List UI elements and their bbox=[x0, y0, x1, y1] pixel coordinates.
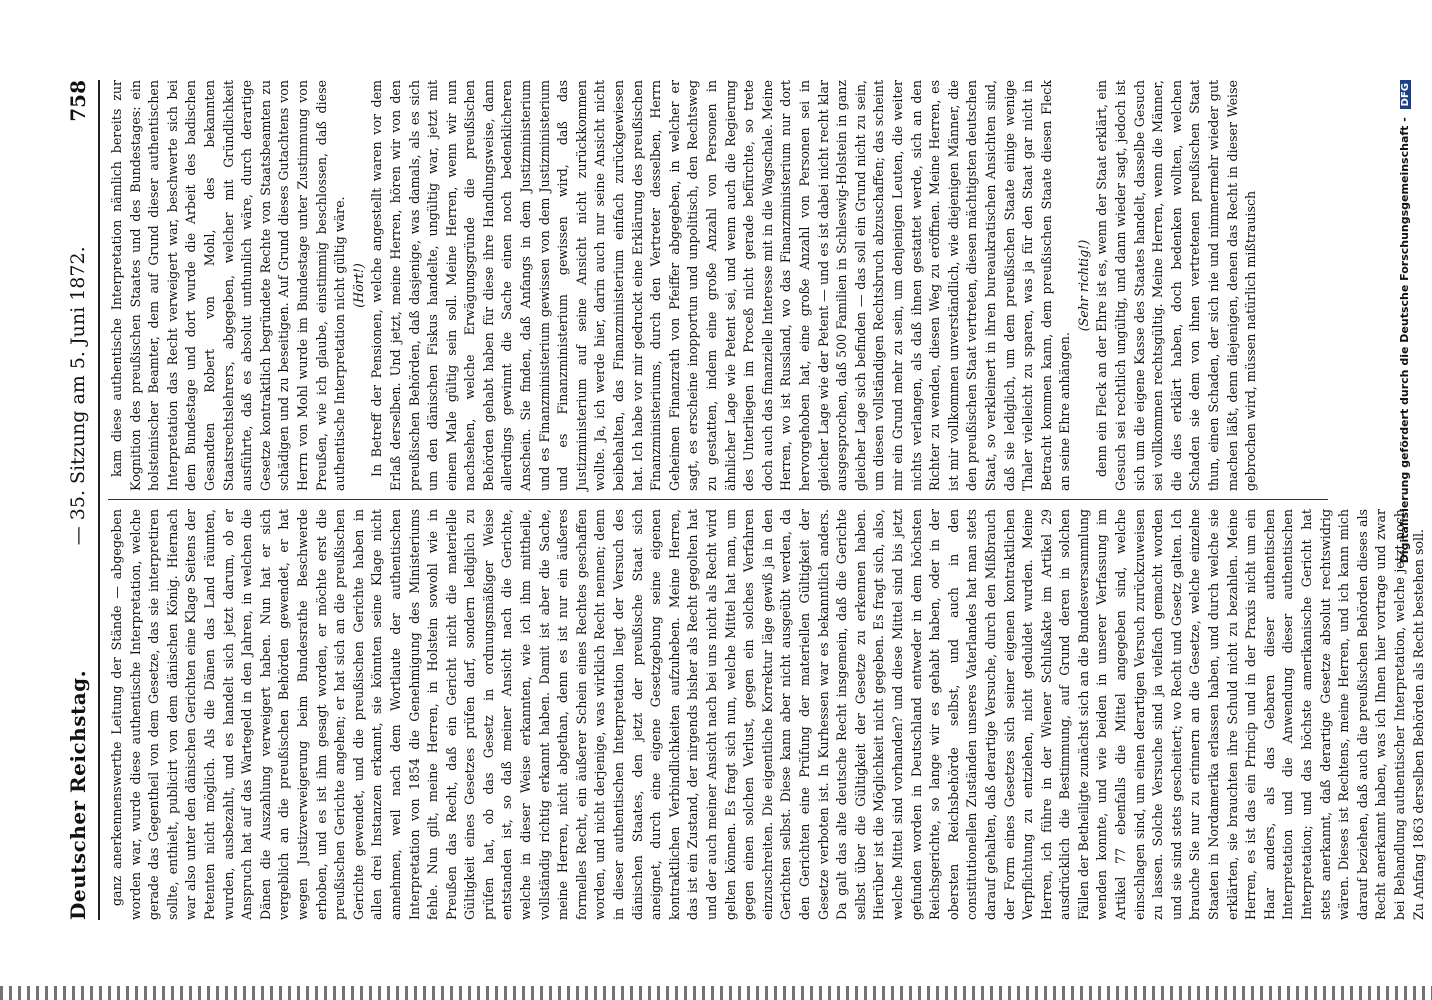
column-right-paragraph-2: In Betreff der Pensionen, welche angestellt waren vor dem Erlaß derselben. Und jetzt, meine Herren, hören wir von den preußischen Behörden, daß dasjenige, was damals, als es sich um den dänischen Fiskus handelte, ungültig war, jetzt mit einem Male gültig sein soll. Meine Herren, wenn wir nun nachsehen, welche Erwägungsgründe die preußischen Behörden gehabt haben für diese ihre Handlungsweise, dann allerdings gewinnt die Sache einen noch bedenklicheren Anschein. Sie finden, daß Anfangs in dem Justizministerium und es Finanzministerium gewissen von dem Justizministerium und es Finanzministerium gewissen wird, daß das Justizministerium auf seine Ansicht nicht zurückkommen wollte. Ja, ich werde hier, darin auch nur seine Ansicht nicht beibehalten, das Finanzministerium einfach zurückgewiesen hat. Ich habe vor mir gedruckt eine Erklärung des preußischen Finanzministeriums, durch den Vertreter desselben, Herrn Geheimen Finanzrath von Pfeiffer abgegeben, in welcher er sagt, es erscheine inopportun und unpolitisch, den Rechtsweg zu gestatten, indem eine große Anzahl von Personen in ähnlicher Lage wie Petent sei, und wenn auch die Regierung des Unterliegen im Proceß nicht gerade befürchte, so trete doch auch das finanzielle Interesse mit in die Wagschale. Meine Herren, wo ist Russland, wo das Finanzministerium nur dort hervorgehoben hat, eine große Anzahl von Personen sei in gleicher Lage wie der Petent — und es ist dabei nicht recht klar ausgesprochen, daß 500 Familien in Schleswig-Holstein in ganz gleicher Lage sich befinden — das soll ein Grund nicht zu sein, um diesen vollständigen Rechtsbruch abzuschaffen; das scheint mir ein Grund mehr zu sein, um denjenigen Leuten, die weiter nichts verlangen, als daß ihnen gestattet werde, sich an den Richter zu wenden, diesen Weg zu eröffnen. Meine Herren, es ist mir vollkommen unverständlich, wie diejenigen Männer, die den preußischen Staat vertreten, diesen mächtigsten deutschen Staat, so verkleinert in ihren bureaukratischen Ansichten sind, daß sie lediglich, um dem preußischen Staate einige wenige Thaler vielleicht zu sparen, was ja für den Staat gar nicht in Betracht kommen kann, dem preußischen Staate diesen Fleck an seine Ehre anhängen. bbox=[369, 80, 1073, 491]
session-line: — 35. Sitzung am 5. Juni 1872. bbox=[67, 246, 89, 546]
digitization-credit bbox=[1398, 80, 1411, 920]
column-right bbox=[108, 80, 1328, 491]
stage-direction-sehr-richtig: (Sehr richtig!) bbox=[1075, 239, 1091, 332]
credit-text: Digitalisierung gefördert durch die Deutsche Forschungsgemeinschaft - bbox=[1398, 117, 1411, 564]
page-header bbox=[58, 80, 100, 920]
dfg-logo: DFG bbox=[1400, 80, 1411, 109]
column-left-paragraph: ganz anerkennenswerthe Leitung der Stände — abgegeben worden war, wurde diese authentische Interpretation, welche gerade das Gegentheil von dem Gesetze, das sie interpretiren sollte, enthielt, publicirt von dem dänischen König. Hiernach war also unter den dänischen Gerichten eine Klage Seitens der Petenten nicht möglich. Als die Dänen das Land räumten, wurden, ausbezahlt, und es handelt sich jetzt darum, ob er Anspruch hat auf das Wartegeld in den Jahren, in welchen die Dänen die Auszahlung verweigert haben. Nun hat er sich vergeblich an die preußischen Behörden gewendet, er hat wegen Justizverweigerung beim Bundesrathe Beschwerde erhoben, und es ist ihm gesagt worden, er möchte erst die preußischen Gerichte angehen; er hat sich an die preußischen Gerichte gewendet, und die preußischen Gerichte haben in allen drei Instanzen erkannt, sie könnten seine Klage nicht annehmen, weil nach dem Wortlaute der authentischen Interpretation von 1854 die Genehmigung des Ministeriums fehle. Nun gilt, meine Herren, in Holstein sowohl wie in Preußen das Recht, daß ein Gericht nicht die materielle Gültigkeit eines Gesetzes prüfen darf, sondern lediglich zu prüfen hat, ob das Gesetz in ordnungsmäßiger Weise entstanden ist, so daß meiner Ansicht nach die Gerichte, welche in dieser Weise erkannten, wie ich ihm mittheile, vollständig richtig erkannt haben. Damit ist aber die Sache, meine Herren, nicht abgethan, denn es ist nur ein äußeres formelles Recht, ein äußerer Schein eines Rechtes geschaffen worden, und nicht derjenige, was wirklich Recht nennen; denn in dieser authentischen Interpretation liegt der Versuch des dänischen Staates, den jetzt der preußische Staat sich aneignet, durch eine eigene Gesetzgebung seine eigenen kontraktlichen Verbindlichkeiten aufzuheben. Meine Herren, das ist ein Zustand, der nirgends bisher als Recht gegolten hat und der auch meiner Ansicht nach bei uns nicht als Recht wird gelten können. Es fragt sich nun, welche Mittel hat man, um gegen einen solchen Verlust, gegen ein solches Verfahren einzuschreiten. Die eigentliche Korrektur läge gewiß ja in den Gerichten selbst. Diese kann aber nicht ausgeübt werden, da den Gerichten eine Prüfung der materiellen Gültigkeit der Gesetze verboten ist. In Kurhessen war es bekanntlich anders. Da galt das alte deutsche Recht insgemein, daß die Gerichte selbst über die Gültigkeit der Gesetze zu erkennen haben. Hierüber ist die Möglichkeit nicht gegeben. Es fragt sich, also, welche Mittel sind vorhanden? und diese Mittel sind bis jetzt gefunden worden in Deutschland entweder in dem höchsten Reichsgerichte, so lange wir es gehabt haben, oder in der obersten Reichsbehörde selbst, und auch in den constitutionellen Zuständen unseres Vaterlandes hat man stets darauf gehalten, daß derartige Versuche, durch den Mißbrauch der Form eines Gesetzes sich seiner eigenen kontraktlichen Verpflichtung zu entziehen, nicht geduldet wurden. Meine Herren, ich führe in der Wiener Schlußakte im Artikel 29 ausdrücklich die Bestimmung, auf Grund deren in solchen Fällen der Betheiligte zunächst sich an die Bundesversammlung wenden konnte, und wie beiden in unserer Verfassung im Artikel 77 ebenfalls die Mittel angegeben sind, welche einschlagen sind, um einen derartigen Versuch zurückzuweisen zu lassen. Solche Versuche sind ja vielfach gemacht worden und sie sind stets gescheitert; wo Recht und Gesetz galten. Ich brauche Sie nur zu erinnern an die Gesetze, welche einzelne Staaten in Nordamerika erlassen haben, und durch welche sie erklärten, sie brauchten ihre Schuld nicht zu bezahlen. Meine Herren, es ist das ein Princip und in der Praxis nicht um ein Haar anders, als das Gebaren dieser authentischen Interpretation und die Anwendung dieser authentischen Interpretation; und das höchste amerikanische Gericht hat stets anerkannt, daß derartige Gesetze absolut rechtswidrig wären. Dieses ist Rechtens, meine Herren, und ich kann mich darauf beziehen, daß auch die preußischen Behörden dieses als Recht anerkannt haben, was ich Ihnen hier vortrage und zwar bei Behandlung authentischer Interpretation, welche jetzt noch Zu Anfang 1863 derselben Behörden als Recht bestehen soll. bbox=[109, 509, 1426, 920]
column-right-paragraph-3: denn ein Fleck an der Ehre ist es, wenn der Staat erklärt, ein Gesuch sei rechtlich ungültig, und dann wieder sagt, jedoch ist sich um die eigene Kasse des Staates handelt, dasselbe Gesuch sei vollkommen rechtsgültig. Meine Herren, wenn die Männer, die dies erklärt haben, doch bedenken wollten, welchen Schaden sie dem von ihnen vertretenen preußischen Staat thun, einen Schaden, der sich nie und nimmermehr wieder gut machen läßt, denn diejenigen, denen das Recht in dieser Weise gebrochen wird, müssen natürlich mißtrauisch bbox=[1094, 80, 1259, 491]
column-left bbox=[108, 509, 1426, 920]
column-divider bbox=[108, 499, 1328, 500]
stage-direction-hoert: (Hört!) bbox=[350, 263, 366, 308]
page-title: Deutscher Reichstag. bbox=[66, 669, 90, 920]
page-number: 758 bbox=[66, 80, 90, 122]
scan-edge-artifact bbox=[0, 986, 1432, 1000]
column-right-paragraph-1: kam diese authentische Interpretation nämlich bereits zur Kognition des preußischen Staates und des Bundestages: ein holsteinischer Beamter, dem auf Grund dieser authentischen Interpretation das Recht verweigert war, beschwerte sich bei dem Bundestage und dort wurde die Arbeit des badischen Gesandten Robert von Mohl, des bekannten Staatsrechtslehrers, abgegeben, welcher mit Gründlichkeit ausführte, daß es absolut unthunlich wäre, durch derartige Gesetze kontraktlich begründete Rechte von Staatsbeamten zu schädigen und zu beseitigen. Auf Grund dieses Gutachtens von Herrn von Mohl wurde im Bundestage unter Zustimmung von Preußen, wie ich glaube, einstimmig beschlossen, daß diese authentische Interpretation nicht gültig wäre. bbox=[109, 80, 348, 491]
